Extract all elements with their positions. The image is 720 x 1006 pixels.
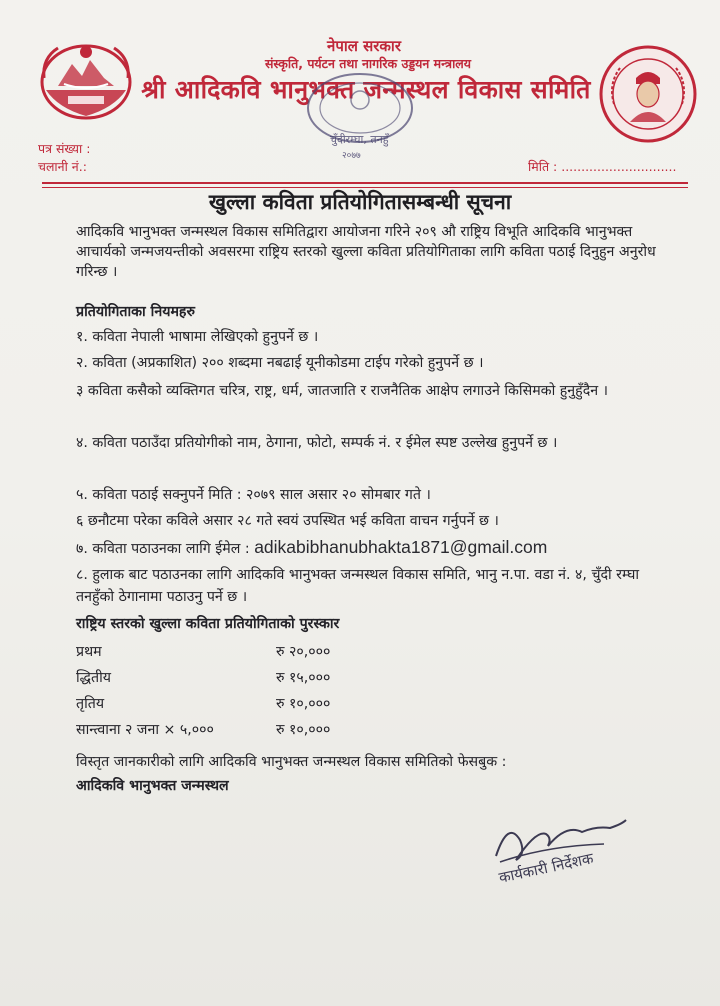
prize-heading: राष्ट्रिय स्तरको खुल्ला कविता प्रतियोगिताको पुरस्कार [76, 616, 340, 632]
notice-title: खुल्ला कविता प्रतियोगितासम्बन्धी सूचना [208, 190, 512, 214]
rule-item: १. कविता नेपाली भाषामा लेखिएको हुनुपर्ने छ । [76, 329, 319, 345]
prize-amount: रु १०,००० [276, 722, 331, 738]
prize-amount: रु २०,००० [276, 644, 331, 660]
rule-item: ३ कविता कसैको व्यक्तिगत चरित्र, राष्ट्र, धर्म, जातजाति र राजनैतिक आक्षेप लगाउने किसिमको हुनुहुँदैन । [76, 383, 609, 399]
more-info-text: विस्तृत जानकारीको लागि आदिकवि भानुभक्त जन्मस्थल विकास समितिको फेसबुक : [76, 754, 507, 770]
prize-amount: रु १५,००० [276, 670, 331, 686]
prize-label: प्रथम [76, 644, 102, 660]
prize-label: सान्त्वाना २ जना × ५,००० [76, 722, 214, 738]
rule-item: ६ छनौटमा परेका कविले असार २८ गते स्वयं उपस्थित भई कविता वाचन गर्नुपर्ने छ । [76, 513, 499, 529]
stamp-location: चुँदीरम्घा, तनहुँ [330, 133, 389, 146]
prize-label: द्धितीय [76, 670, 112, 686]
prize-row [76, 720, 416, 742]
dispatch-number-label: चलानी नं.: [38, 159, 87, 174]
signatory-title: कार्यकारी निर्देशक [497, 849, 596, 887]
rule-item-email [76, 536, 666, 560]
rule-item: ८. हुलाक बाट पठाउनका लागि आदिकवि भानुभक्त जन्मस्थल विकास समिति, भानु न.पा. वडा नं. ४, चुँदी रम्घा तनहुँको ठेगानामा पठाउनु पर्ने छ । [76, 567, 640, 605]
rules-heading: प्रतियोगिताका नियमहरु [76, 304, 195, 320]
government-name: नेपाल सरकार [327, 37, 401, 55]
prize-amount: रु १०,००० [276, 696, 331, 712]
letterhead-rule [42, 182, 688, 184]
rule-item: ४. कविता पठाउँदा प्रतियोगीको नाम, ठेगाना, फोटो, सम्पर्क नं. र ईमेल स्पष्ट उल्लेख हुनुपर्ने छ । [76, 435, 558, 451]
facebook-page-name: आदिकवि भानुभक्त जन्मस्थल [76, 778, 229, 794]
prize-label: तृतिय [76, 696, 105, 712]
committee-name: श्री आदिकवि भानुभक्त जन्मस्थल विकास समिति [141, 75, 591, 104]
intro-paragraph: आदिकवि भानुभक्त जन्मस्थल विकास समितिद्वारा आयोजना गरिने २०९ औ राष्ट्रिय विभूति आदिकवि भानुभक्त आचार्यको जन्मजयन्तीको अवसरमा राष्ट्रिय स्तरको खुल्ला कविता प्रतियोगिताका लागि कविता पठाई दिनुहुन अनुरोध गरिन्छ । [76, 224, 656, 280]
letterhead [0, 0, 720, 200]
prize-row [76, 668, 416, 690]
reference-number-label: पत्र संख्या : [38, 141, 91, 156]
rule-item: २. कविता (अप्रकाशित) २०० शब्दमा नबढाई यूनीकोडमा टाईप गरेको हुनुपर्ने छ । [76, 355, 484, 371]
bhanubhakta-portrait-seal-icon [598, 44, 698, 144]
stamp-year: २०७७ [342, 151, 361, 161]
prize-row [76, 694, 416, 716]
prize-row [76, 642, 416, 664]
email-rule-label: ७. कविता पठाउनका लागि ईमेल : [76, 541, 250, 557]
rule-item: ५. कविता पठाई सक्नुपर्ने मिति : २०७९ साल असार २० सोमबार गते । [76, 487, 431, 503]
ministry-name: संस्कृति, पर्यटन तथा नागरिक उड्डयन मन्त्रालय [264, 56, 472, 71]
email-link[interactable]: adikabibhanubhakta1871@gmail.com [254, 537, 548, 557]
date-label: मिति : ............................. [528, 159, 677, 174]
